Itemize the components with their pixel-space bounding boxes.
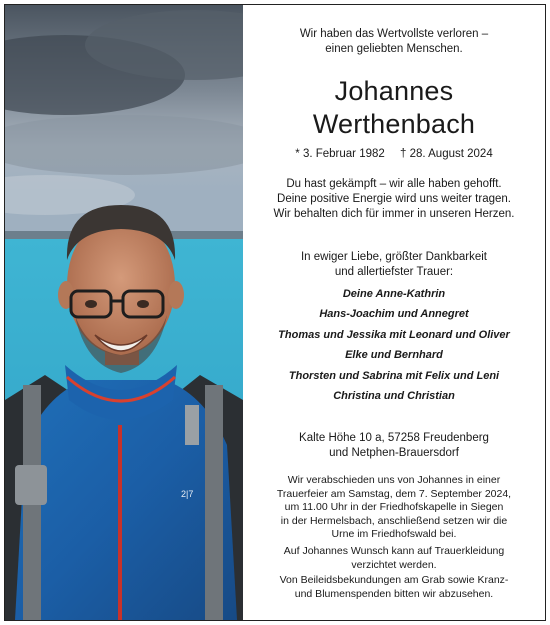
text-column bbox=[243, 5, 545, 620]
dedication-line: In ewiger Liebe, größter Dankbarkeit bbox=[300, 251, 487, 263]
obituary-card bbox=[4, 4, 546, 621]
verse-line: Du hast gekämpft – wir alle haben gehofft. bbox=[286, 178, 502, 190]
life-dates bbox=[243, 147, 545, 162]
intro-line: einen geliebten Menschen. bbox=[325, 43, 463, 55]
verse-line: Deine positive Energie wird uns weiter tragen. bbox=[277, 193, 511, 205]
mourner-entry: Hans-Joachim und Annegret bbox=[319, 308, 469, 321]
condolences-line: Von Beileidsbekundungen am Grab sowie Kranz- bbox=[279, 574, 509, 586]
mourner-entry: Deine Anne-Kathrin bbox=[342, 288, 446, 300]
address-line: Kalte Höhe 10 a, 57258 Freudenberg bbox=[299, 432, 489, 444]
mourner-entry: Christina und Christian bbox=[333, 390, 455, 403]
first-name: Johannes bbox=[334, 76, 454, 106]
verse-text bbox=[243, 177, 545, 222]
jacket-logo: 2|7 bbox=[181, 489, 194, 499]
mourner-entry: Thomas und Jessika mit Leonard und Oliver bbox=[278, 328, 510, 341]
mourner-entry: Thorsten und Sabrina mit Felix und Leni bbox=[288, 369, 500, 382]
dedication-text bbox=[243, 250, 545, 280]
birth-date: * 3. Februar 1982 bbox=[295, 148, 385, 160]
clothing-notice bbox=[243, 545, 545, 572]
portrait-photo bbox=[5, 5, 243, 620]
funeral-line: um 11.00 Uhr in der Friedhofskapelle in Siegen bbox=[284, 501, 504, 514]
funeral-line: Trauerfeier am Samstag, dem 7. September 2024, bbox=[276, 487, 512, 500]
clothing-line: Auf Johannes Wunsch kann auf Trauerkleidung bbox=[283, 545, 505, 557]
address-line: und Netphen-Brauersdorf bbox=[329, 447, 459, 459]
funeral-line: Wir verabschieden uns von Johannes in einer bbox=[287, 474, 501, 486]
death-date: † 28. August 2024 bbox=[400, 148, 493, 160]
mourner-entry: Elke und Bernhard bbox=[345, 349, 443, 362]
deceased-name bbox=[243, 75, 545, 141]
condolences-line: und Blumenspenden bitten wir abzusehen. bbox=[294, 587, 494, 600]
family-address bbox=[243, 431, 545, 461]
funeral-notice bbox=[243, 474, 545, 542]
clothing-line: verzichtet werden. bbox=[351, 558, 437, 571]
intro-line: Wir haben das Wertvollste verloren – bbox=[299, 28, 489, 40]
mourners-list bbox=[243, 284, 545, 406]
verse-line: Wir behalten dich für immer in unseren Herzen. bbox=[273, 208, 515, 220]
condolences-notice bbox=[243, 574, 545, 601]
dedication-line: und allertiefster Trauer: bbox=[334, 266, 454, 278]
last-name: Werthenbach bbox=[312, 109, 476, 139]
intro-text bbox=[243, 27, 545, 57]
funeral-line: Urne im Friedhofswald bei. bbox=[331, 528, 457, 541]
funeral-line: in der Hermelsbach, anschließend setzen wir die bbox=[280, 514, 508, 527]
